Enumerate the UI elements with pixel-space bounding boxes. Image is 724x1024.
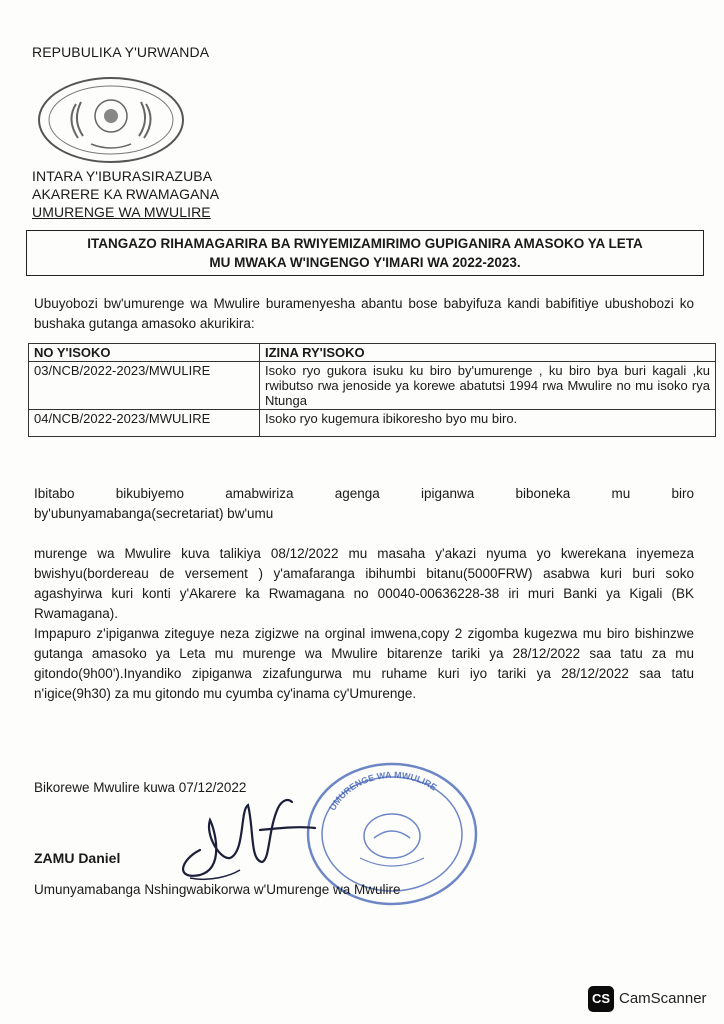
national-emblem-seal [36,74,186,166]
column-header-lot-name: IZINA RY'ISOKO [260,344,716,362]
camscanner-watermark: CamScanner [619,990,707,1007]
tender-lots-table [28,343,716,437]
stamp-text: UMURENGE WA MWULIRE [327,769,439,813]
submission-paragraph: Impapuro z'ipiganwa ziteguye neza zigizwe na orginal imwena,copy 2 zigomba kugezwa mu biro bishinzwe gutanga amasoko ya Leta mu murenge wa Mwulire bitarenze tariki ya 28/12/2022 saa tatu za mu gitondo(9h00').Inyandiko zipiganwa zizafungurwa mu ruhame kuri iyo tariki ya 28/12/2022 saa tatu n'igice(9h30) za mu gitondo mu cyumba cy'inama cy'Umurenge. [34,626,694,701]
country-name: REPUBULIKA Y'URWANDA [32,44,210,60]
lot-name-cell: Isoko ryo gukora isuku ku biro by'umurenge , ku biro bya buri kagali ,ku rwibutso rwa jenoside ya korewe abatutsi 1994 rwa Mwulire no mu isoko rya Ntunga [260,362,716,410]
lot-name-cell: Isoko ryo kugemura ibikoresho byo mu biro. [260,410,716,437]
notice-title-line1: ITANGAZO RIHAMAGARIRA BA RWIYEMIZAMIRIMO GUPIGANIRA AMASOKO YA LETA [87,236,643,251]
column-header-lot-number: NO Y'ISOKO [29,344,260,362]
signer-name: ZAMU Daniel [34,850,121,866]
payment-paragraph: murenge wa Mwulire kuva talikiya 08/12/2022 mu masaha y'akazi nyuma yo kwerekana inyemeza bwishyu(bordereau de versement ) y'amafaranga ibihumbi bitanu(5000FRW) asabwa kuri buri soko agashyirwa kuri konti y'Akarere ka Rwamagana no 00040-00636228-38 iri muri Banki ya Kigali (BK Rwamagana). [34,546,694,621]
lot-number-cell: 03/NCB/2022-2023/MWULIRE [29,362,260,410]
handwritten-signature [170,790,320,885]
place-and-date: Bikorewe Mwulire kuwa 07/12/2022 [34,780,247,795]
notice-title-line2: MU MWAKA W'INGENGO Y'IMARI WA 2022-2023. [209,255,521,270]
district-name: AKARERE KA RWAMAGANA [32,186,220,202]
documents-paragraph-line1: Ibitabo bikubiyemo amabwiriza agenga ipiganwa biboneka mu biro [34,486,694,501]
intro-paragraph: Ubuyobozi bw'umurenge wa Mwulire buramenyesha abantu bose babyifuza kandi babifitiye ubushobozi ko bushaka gutanga amasoko akurikira: [34,296,694,331]
table-row [29,410,716,437]
notice-title-box [26,230,704,276]
table-row [29,362,716,410]
signer-title: Umunyamabanga Nshingwabikorwa w'Umurenge wa Mwulire [34,882,401,897]
documents-paragraph-line2: by'ubunyamabanga(secretariat) bw'umu [34,506,274,521]
sector-name: UMURENGE WA MWULIRE [32,204,211,220]
table-header-row [29,344,716,362]
camscanner-logo-icon: CS [588,986,614,1012]
lot-number-cell: 04/NCB/2022-2023/MWULIRE [29,410,260,437]
province-name: INTARA Y'IBURASIRAZUBA [32,168,213,184]
